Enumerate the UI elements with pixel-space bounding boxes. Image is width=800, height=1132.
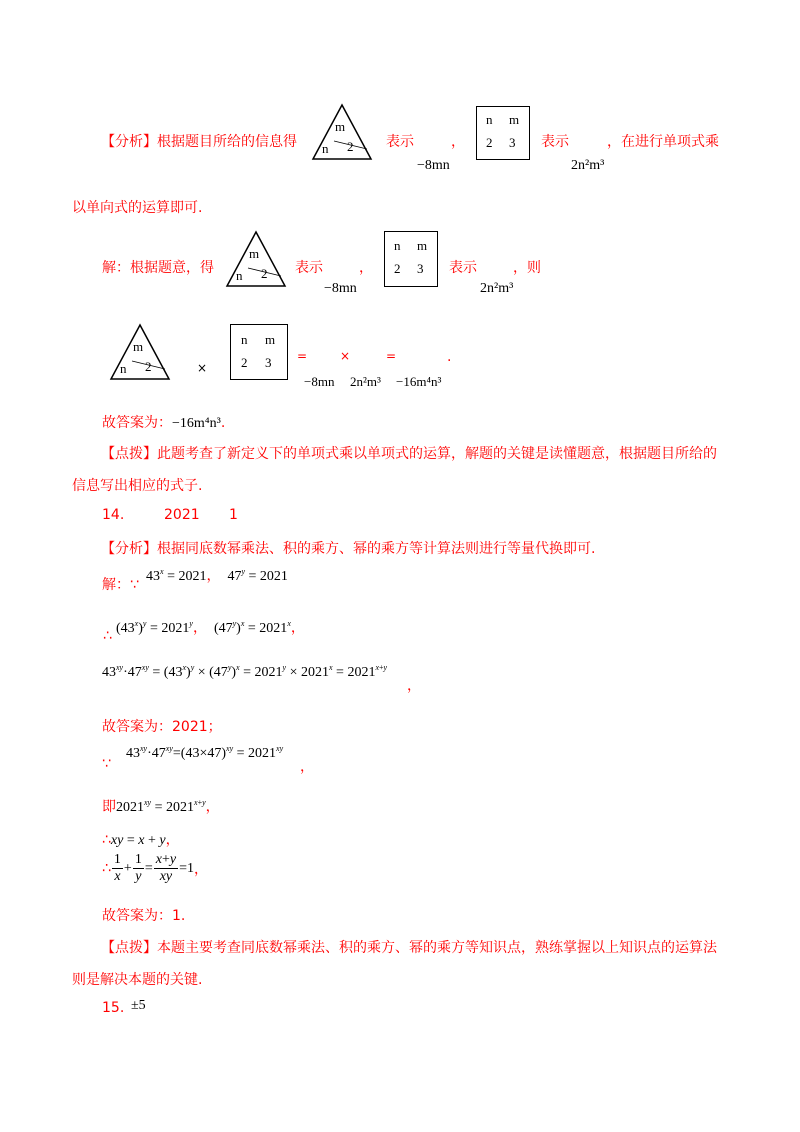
- expr-neg8mn-2: −8mn: [324, 281, 357, 296]
- square-tl: n: [486, 112, 493, 127]
- answer-13-value: −16m⁴n³: [172, 416, 221, 431]
- square-tl: n: [394, 238, 401, 253]
- triangle-right-label: 2: [145, 359, 152, 374]
- expr-neg8mn-1: −8mn: [417, 158, 450, 173]
- analysis-line-2: 以单向式的运算即可.: [72, 200, 203, 216]
- triangle-right-label: 2: [347, 139, 354, 154]
- comma: ，: [407, 678, 421, 694]
- solution-prefix: 解：根据题意，得: [102, 260, 214, 276]
- q15-number: 15.: [102, 1000, 125, 1016]
- biaoshi-2: 表示: [541, 134, 569, 150]
- expr-2n2m3-1: 2n²m³: [571, 158, 605, 173]
- q14-step5: xy = x + y: [110, 833, 166, 848]
- q14-answer-2: 1: [229, 507, 238, 523]
- biaoshi-3: 表示: [295, 260, 323, 276]
- comma-1: ，: [451, 134, 465, 150]
- equals-1: =: [297, 349, 308, 363]
- analysis-text-2: ，在进行单项式乘: [607, 134, 719, 150]
- tip13-text1: 此题考查了新定义下的单项式乘以单项式的运算，解题的关键是读懂题意，根据题目所给的: [157, 446, 717, 462]
- triangle-figure-3: [109, 323, 171, 381]
- q14-step2: $43^{xy}\cdot 47^{xy} = (43^x)^y \times (47^y)^x = 2021^y \times 2021^x = 2021^{x+y}$: [102, 663, 388, 680]
- square-tr: m: [417, 238, 428, 253]
- triangle-left-label: n: [236, 268, 243, 283]
- comma: ，: [206, 568, 221, 584]
- comma: ，: [290, 620, 305, 636]
- biaoshi-1: 表示: [386, 134, 414, 150]
- q14-therefore-3: [102, 852, 208, 885]
- tip14-line1: [101, 937, 717, 957]
- answer-13-end: .: [220, 415, 226, 431]
- q14-step6: $\frac{1}{x}$ + $\frac{1}{y}$ = $\frac{x+y}{xy}$ =1: [113, 852, 194, 884]
- q14-step1: $(43^x)^y = 2021^y$， $(47^y)^x = 2021^x$，: [116, 619, 305, 636]
- q14-step4: $2021^{xy} = 2021^{x+y}$: [116, 798, 206, 815]
- expr-2n2m3-2: 2n²m³: [480, 281, 514, 296]
- times-sign-2: ×: [340, 349, 351, 363]
- tip13-line1: [101, 443, 717, 463]
- q14-ji: 即: [102, 799, 116, 815]
- therefore-symbol-2: ∴: [102, 832, 111, 848]
- q14-given: $43^x = 2021$， $47^y = 2021$: [146, 567, 288, 584]
- tip14-line2: 则是解决本题的关键.: [72, 972, 203, 988]
- q14-analysis-text: 根据同底数幂乘法、积的乘方、幂的乘方等计算法则进行等量代换即可.: [157, 541, 596, 557]
- tip14-bracket: 【点拨】: [101, 940, 157, 956]
- tip14-text1: 本题主要考查同底数幂乘法、积的乘方、幂的乘方等知识点，熟练掌握以上知识点的运算法: [157, 940, 717, 956]
- analysis-text-1: 根据题目所给的信息得: [157, 134, 297, 150]
- square-br: 3: [509, 135, 516, 150]
- expr-2n2m3-3: 2n²m³: [350, 374, 381, 389]
- triangle-top-label: m: [335, 119, 346, 134]
- because-symbol-2: ∵: [102, 756, 111, 772]
- triangle-figure: [311, 103, 373, 161]
- comma: ，: [165, 832, 180, 848]
- square-bl: 2: [486, 135, 493, 150]
- square-bl: 2: [394, 261, 401, 276]
- square-br: 3: [265, 355, 272, 370]
- expr-neg16-1: −16m⁴n³: [396, 374, 442, 389]
- tip13-line2: 信息写出相应的式子.: [72, 478, 203, 494]
- triangle-left-label: n: [322, 141, 329, 156]
- tip13-bracket: 【点拨】: [101, 446, 157, 462]
- q14-jie-label: 解：: [102, 577, 130, 593]
- q14-final: 故答案为：1.: [102, 908, 186, 924]
- equals-2: =: [386, 349, 397, 363]
- analysis-bracket: 【分析】: [101, 134, 157, 150]
- triangle-top-label: m: [133, 339, 144, 354]
- times-sign-1: ×: [197, 361, 208, 375]
- answer-13-label: 故答案为：: [102, 415, 172, 431]
- triangle-right-label: 2: [261, 266, 268, 281]
- expr-neg8mn-3: −8mn: [304, 374, 335, 389]
- q14-analysis-bracket: 【分析】: [101, 541, 157, 557]
- therefore-symbol-3: ∴: [102, 860, 111, 877]
- q14-ji-line: [102, 796, 220, 816]
- square-tr: m: [265, 332, 276, 347]
- square-figure-3: [230, 324, 288, 380]
- then-text: ，则: [513, 260, 541, 276]
- comma: ，: [300, 759, 314, 775]
- square-br: 3: [417, 261, 424, 276]
- q14-solution-jie: [102, 574, 139, 594]
- square-bl: 2: [241, 355, 248, 370]
- q14-answer-text: 故答案为：2021；: [102, 719, 222, 735]
- square-figure-2: [384, 231, 438, 287]
- period-1: .: [447, 349, 452, 365]
- biaoshi-4: 表示: [449, 260, 477, 276]
- triangle-figure-2: [225, 230, 287, 288]
- q15-answer: ±5: [131, 998, 146, 1013]
- square-tl: n: [241, 332, 248, 347]
- q14-analysis: [101, 538, 595, 558]
- comma-3: ，: [359, 260, 373, 276]
- q14-answer-1: 2021: [164, 507, 200, 523]
- comma: ，: [193, 861, 208, 878]
- therefore-symbol: ∴: [103, 628, 112, 644]
- answer-13: [102, 412, 225, 432]
- square-tr: m: [509, 112, 520, 127]
- comma: ，: [192, 620, 207, 636]
- triangle-left-label: n: [120, 361, 127, 376]
- q14-step3: $43^{xy}\cdot 47^{xy}=(43\times 47)^{xy} = 2021^{xy}$: [126, 744, 284, 761]
- comma: ，: [205, 799, 220, 815]
- because-symbol: ∵: [130, 577, 139, 593]
- triangle-top-label: m: [249, 246, 260, 261]
- q14-number: 14.: [102, 507, 125, 523]
- q14-therefore-2: [102, 829, 180, 849]
- square-figure: [476, 106, 530, 160]
- analysis-line-1: [101, 131, 297, 151]
